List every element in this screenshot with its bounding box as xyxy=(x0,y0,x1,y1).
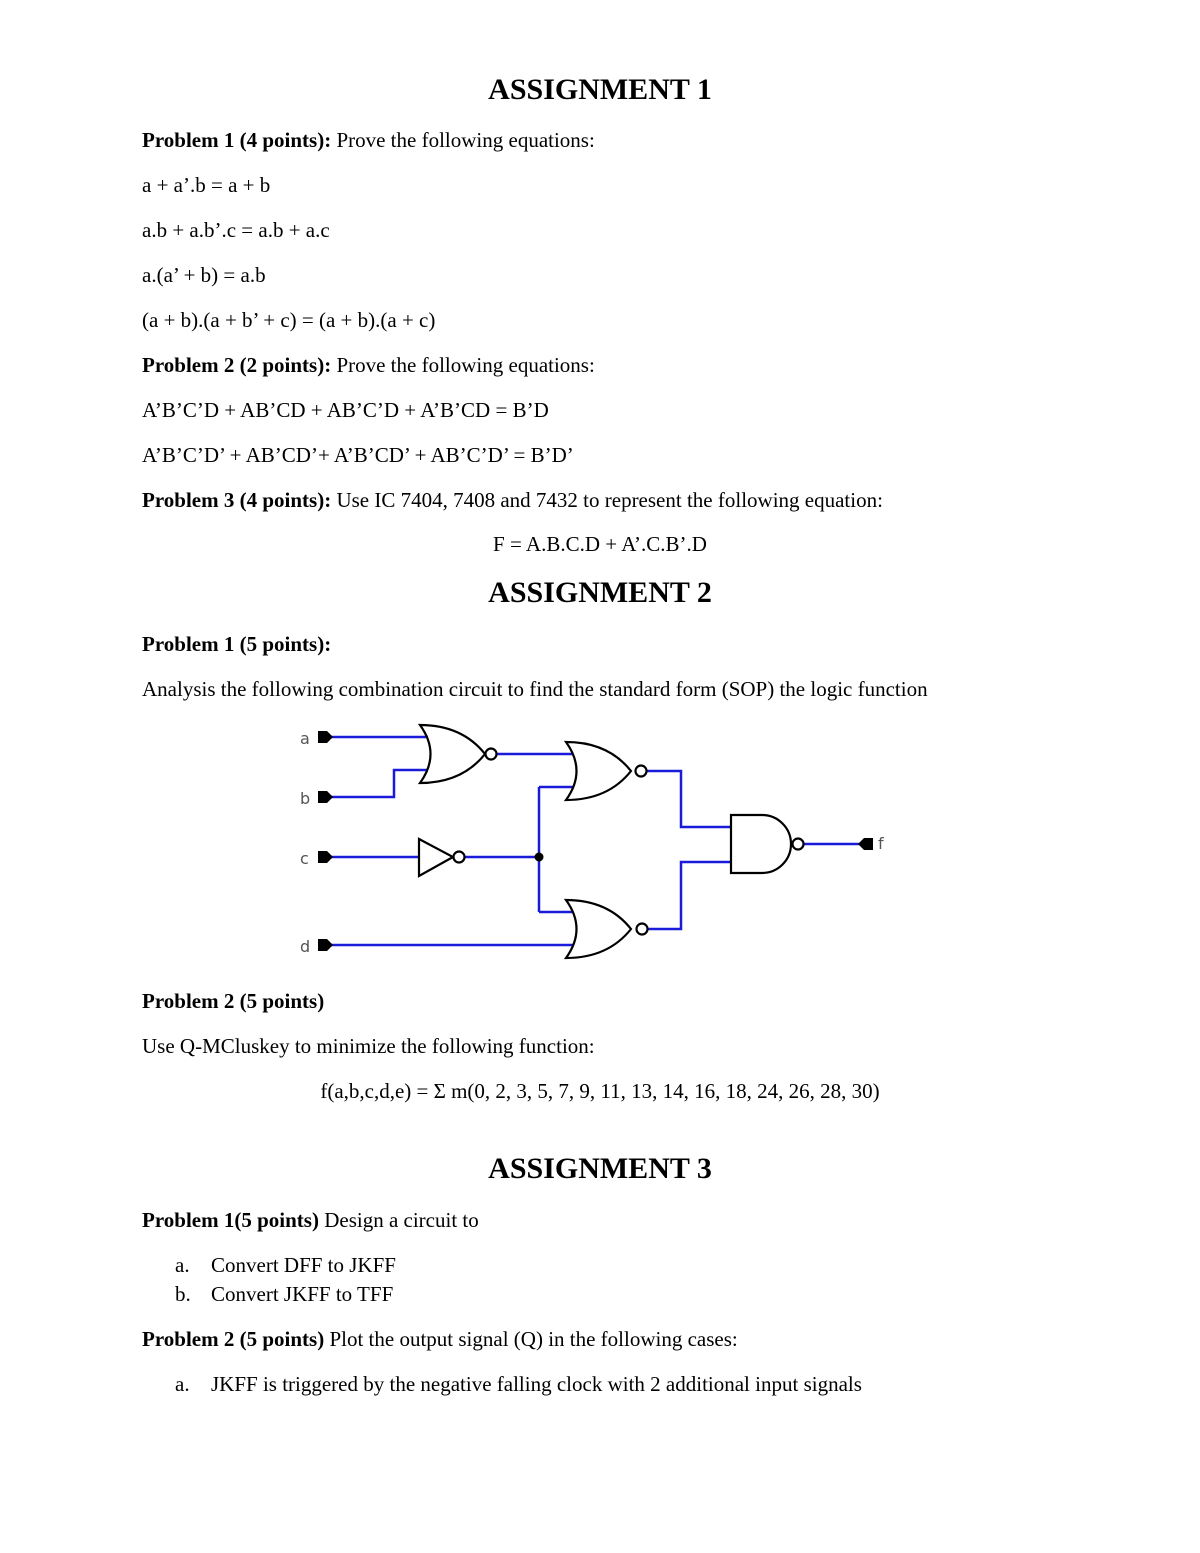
list-item-text: Convert DFF to JKFF xyxy=(211,1253,396,1277)
pin-c xyxy=(318,851,327,863)
a1-p2-label: Problem 2 (2 points): xyxy=(142,353,332,377)
a3-problem-1 xyxy=(142,1207,479,1233)
list-marker: a. xyxy=(175,1253,190,1277)
input-pins xyxy=(318,731,873,951)
pin-d xyxy=(318,939,327,951)
wire-b xyxy=(330,770,428,797)
a1-p2-text: Prove the following equations: xyxy=(331,353,595,377)
not-gate xyxy=(419,839,465,876)
assignment-3-title: ASSIGNMENT 3 xyxy=(488,1152,712,1185)
nor-gate-3 xyxy=(566,900,648,958)
pin-b-tip xyxy=(327,791,333,803)
nand-gate xyxy=(731,815,804,873)
pin-a-tip xyxy=(327,731,333,743)
assignment-1-title: ASSIGNMENT 1 xyxy=(488,73,712,106)
nor-gate-1 xyxy=(420,725,497,783)
a3-p2-label: Problem 2 (5 points) xyxy=(142,1327,325,1351)
assignment-2-title: ASSIGNMENT 2 xyxy=(488,576,712,609)
a1-p1-eq-2: a.b + a.b’.c = a.b + a.c xyxy=(142,218,330,242)
label-a: a xyxy=(300,729,310,748)
pin-a xyxy=(318,731,327,743)
label-b: b xyxy=(300,789,311,808)
circuit-wires xyxy=(330,737,862,945)
a2-p1-text: Analysis the following combination circuit to find the standard form (SOP) the logic function xyxy=(142,677,928,701)
junction-dot xyxy=(535,853,544,862)
a2-p2-label: Problem 2 (5 points) xyxy=(142,989,325,1013)
a1-p2-eq-1: A’B’C’D + AB’CD + AB’C’D + A’B’CD = B’D xyxy=(142,398,549,422)
list-marker: b. xyxy=(175,1282,191,1306)
label-c: c xyxy=(300,849,309,868)
a1-p1-label: Problem 1 (4 points): xyxy=(142,128,332,152)
label-f: f xyxy=(878,834,884,853)
a3-p1-label: Problem 1(5 points) xyxy=(142,1208,319,1232)
label-d: d xyxy=(300,937,311,956)
a1-p3-equation: F = A.B.C.D + A’.C.B’.D xyxy=(493,532,707,556)
a1-p1-text: Prove the following equations: xyxy=(331,128,595,152)
wire-nor2-out xyxy=(647,771,731,827)
a3-p1-item-a xyxy=(175,1252,396,1278)
list-item-text: Convert JKFF to TFF xyxy=(211,1282,394,1306)
a2-p2-text: Use Q-MCluskey to minimize the following function: xyxy=(142,1034,595,1058)
a1-p1-eq-3: a.(a’ + b) = a.b xyxy=(142,263,266,287)
list-marker: a. xyxy=(175,1372,190,1396)
a1-p1-eq-1: a + a’.b = a + b xyxy=(142,173,271,197)
pin-d-tip xyxy=(327,939,333,951)
a3-p1-text: Design a circuit to xyxy=(318,1208,479,1232)
a3-p2-item-a xyxy=(175,1371,862,1397)
list-item-text: JKFF is triggered by the negative falling clock with 2 additional input signals xyxy=(211,1372,862,1396)
a1-p3-label: Problem 3 (4 points): xyxy=(142,488,332,512)
a3-problem-2 xyxy=(142,1326,738,1352)
pin-f xyxy=(864,838,873,850)
a2-problem-2 xyxy=(142,988,324,1014)
a1-p1-eq-4: (a + b).(a + b’ + c) = (a + b).(a + c) xyxy=(142,308,436,332)
pin-f-tip xyxy=(858,838,864,850)
a2-p2-equation: f(a,b,c,d,e) = Σ m(0, 2, 3, 5, 7, 9, 11, 13, 14, 16, 18, 24, 26, 28, 30) xyxy=(320,1079,880,1103)
pin-b xyxy=(318,791,327,803)
wire-nor3-out xyxy=(647,862,731,929)
a1-p2-eq-2: A’B’C’D’ + AB’CD’+ A’B’CD’ + AB’C’D’ = B’D’ xyxy=(142,443,574,467)
a1-p3-text: Use IC 7404, 7408 and 7432 to represent the following equation: xyxy=(331,488,883,512)
pin-c-tip xyxy=(327,851,333,863)
a2-p1-label: Problem 1 (5 points): xyxy=(142,632,332,656)
a3-p1-item-b xyxy=(175,1281,394,1307)
nor-gate-2 xyxy=(566,742,647,800)
a3-p2-text: Plot the output signal (Q) in the following cases: xyxy=(324,1327,738,1351)
